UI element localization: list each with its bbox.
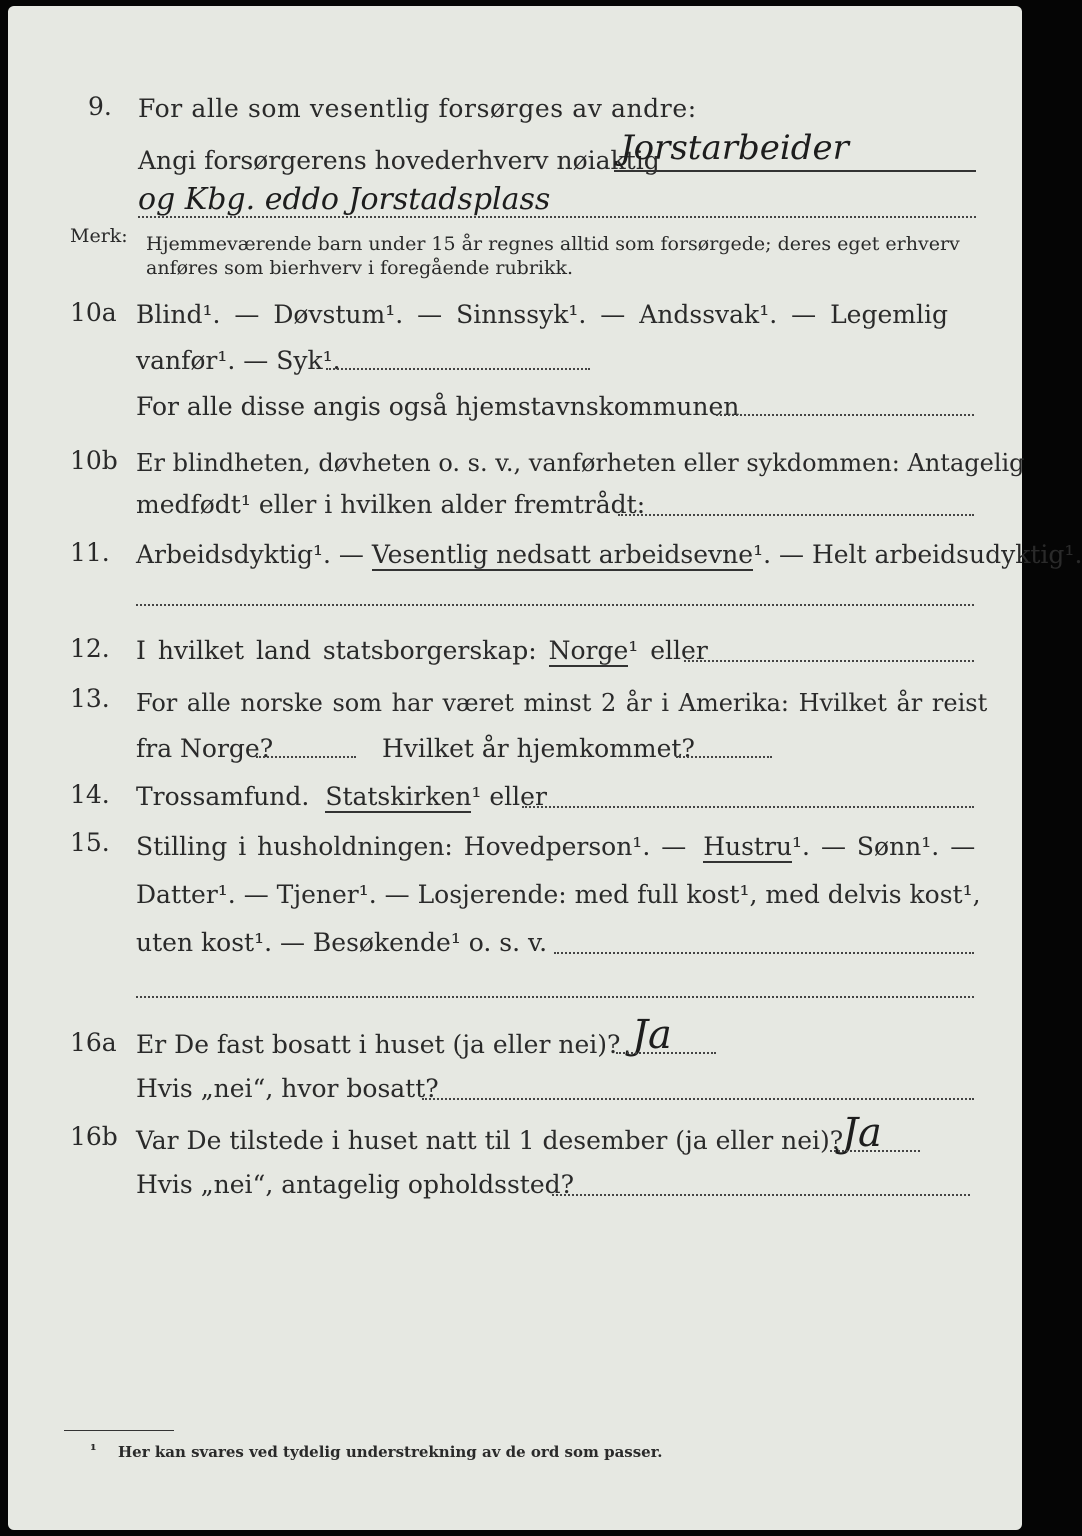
q12-suffix: ¹ eller [628, 636, 708, 665]
census-form-page [8, 6, 1082, 1530]
q16a-field[interactable] [616, 1052, 716, 1054]
q11-suffix: ¹. — Helt arbeidsudyktig¹. [753, 540, 1082, 569]
q11-prefix: Arbeidsdyktig¹. — [136, 540, 364, 569]
q11-line [136, 540, 1082, 570]
merk-line1: Hjemmeværende barn under 15 år regnes alltid som forsørgede; deres eget erhverv [146, 233, 960, 255]
q16b-field[interactable] [830, 1150, 920, 1152]
q12-field[interactable] [684, 660, 974, 662]
q10a-number: 10a [70, 298, 117, 327]
q10a-line2: vanfør¹. — Syk¹. [136, 346, 341, 375]
q15-line1-suffix: ¹. — Sønn¹. — [792, 832, 976, 861]
q15-line1 [136, 832, 975, 862]
q10a-hjemstavn-field[interactable] [716, 414, 974, 416]
q12-line [136, 636, 708, 666]
q12-underlined-option[interactable]: Norge [548, 636, 629, 665]
q11-field[interactable] [136, 604, 974, 606]
q12-number: 12. [70, 634, 110, 663]
q15-line1-prefix: Stilling i husholdningen: Hovedperson¹. — [136, 832, 687, 861]
q13-hjemkommet-field[interactable] [676, 756, 772, 758]
q10b-field[interactable] [618, 514, 974, 516]
q11-number: 11. [70, 538, 110, 567]
q14-suffix: ¹ eller [471, 782, 547, 811]
q14-prefix: Trossamfund. [136, 782, 310, 811]
footnote-marker: ¹ [90, 1441, 97, 1459]
q16b-line1: Var De tilstede i huset natt til 1 desember (ja eller nei)? [136, 1126, 844, 1155]
q15-line3: uten kost¹. — Besøkende¹ o. s. v. [136, 928, 548, 957]
q14-number: 14. [70, 780, 110, 809]
q9-answer-continued: og Kbg. eddo Jorstadsplass [138, 182, 551, 217]
q9-number: 9. [88, 92, 112, 121]
q16b-answer-handwritten: Ja [842, 1110, 882, 1156]
q13-reist-field[interactable] [256, 756, 356, 758]
q13-line2a: fra Norge? [136, 734, 274, 763]
q9-line1: For alle som vesentlig forsørges av andre: [138, 94, 697, 123]
q15-underlined-option[interactable]: Hustru [703, 832, 793, 861]
q9-answer-handwritten: Jorstarbeider [620, 128, 849, 168]
q13-line1: For alle norske som har været minst 2 år i Amerika: Hvilket år reist [136, 689, 988, 717]
merk-label: Merk: [70, 225, 128, 247]
q10b-line1: Er blindheten, døvheten o. s. v., vanførheten eller sykdommen: Antagelig [136, 449, 1025, 477]
q10a-line3: For alle disse angis også hjemstavnskommunen [136, 392, 740, 421]
q15-field-2[interactable] [136, 996, 974, 998]
q13-number: 13. [70, 684, 110, 713]
q11-underlined-option[interactable]: Vesentlig nedsatt arbeidsevne [371, 540, 754, 569]
q13-line2b: Hvilket år hjemkommet? [382, 734, 695, 763]
q16b-opholdssted-field[interactable] [552, 1194, 970, 1196]
q14-underlined-option[interactable]: Statskirken [325, 782, 472, 811]
q10a-syk-field[interactable] [326, 368, 590, 370]
q9-answer-line [614, 170, 976, 172]
q16a-bosatt-field[interactable] [422, 1098, 974, 1100]
q15-line2: Datter¹. — Tjener¹. — Losjerende: med full kost¹, med delvis kost¹, [136, 880, 981, 909]
footnote-rule [64, 1430, 174, 1431]
q12-prefix: I hvilket land statsborgerskap: [136, 636, 537, 665]
q10b-number: 10b [70, 446, 118, 475]
q15-number: 15. [70, 828, 110, 857]
q10b-line2: medfødt¹ eller i hvilken alder fremtrådt: [136, 490, 646, 519]
q14-field[interactable] [522, 806, 974, 808]
q10a-line1: Blind¹. — Døvstum¹. — Sinnssyk¹. — Andssvak¹. — Legemlig [136, 300, 948, 329]
q16b-number: 16b [70, 1122, 118, 1151]
footnote-text: Her kan svares ved tydelig understrekning av de ord som passer. [118, 1443, 663, 1461]
q16a-number: 16a [70, 1028, 117, 1057]
q16a-line1: Er De fast bosatt i huset (ja eller nei)? [136, 1030, 621, 1059]
q16a-answer-handwritten: Ja [632, 1012, 672, 1058]
q9-line2: Angi forsørgerens hovederhverv nøiaktig [138, 146, 660, 175]
q16a-line2: Hvis „nei“, hvor bosatt? [136, 1074, 439, 1103]
merk-line2: anføres som bierhverv i foregående rubrikk. [146, 257, 574, 279]
q14-line [136, 782, 547, 812]
q16b-line2: Hvis „nei“, antagelig opholdssted? [136, 1170, 575, 1199]
q15-field[interactable] [554, 952, 974, 954]
q9-answer-line-2 [138, 216, 976, 218]
